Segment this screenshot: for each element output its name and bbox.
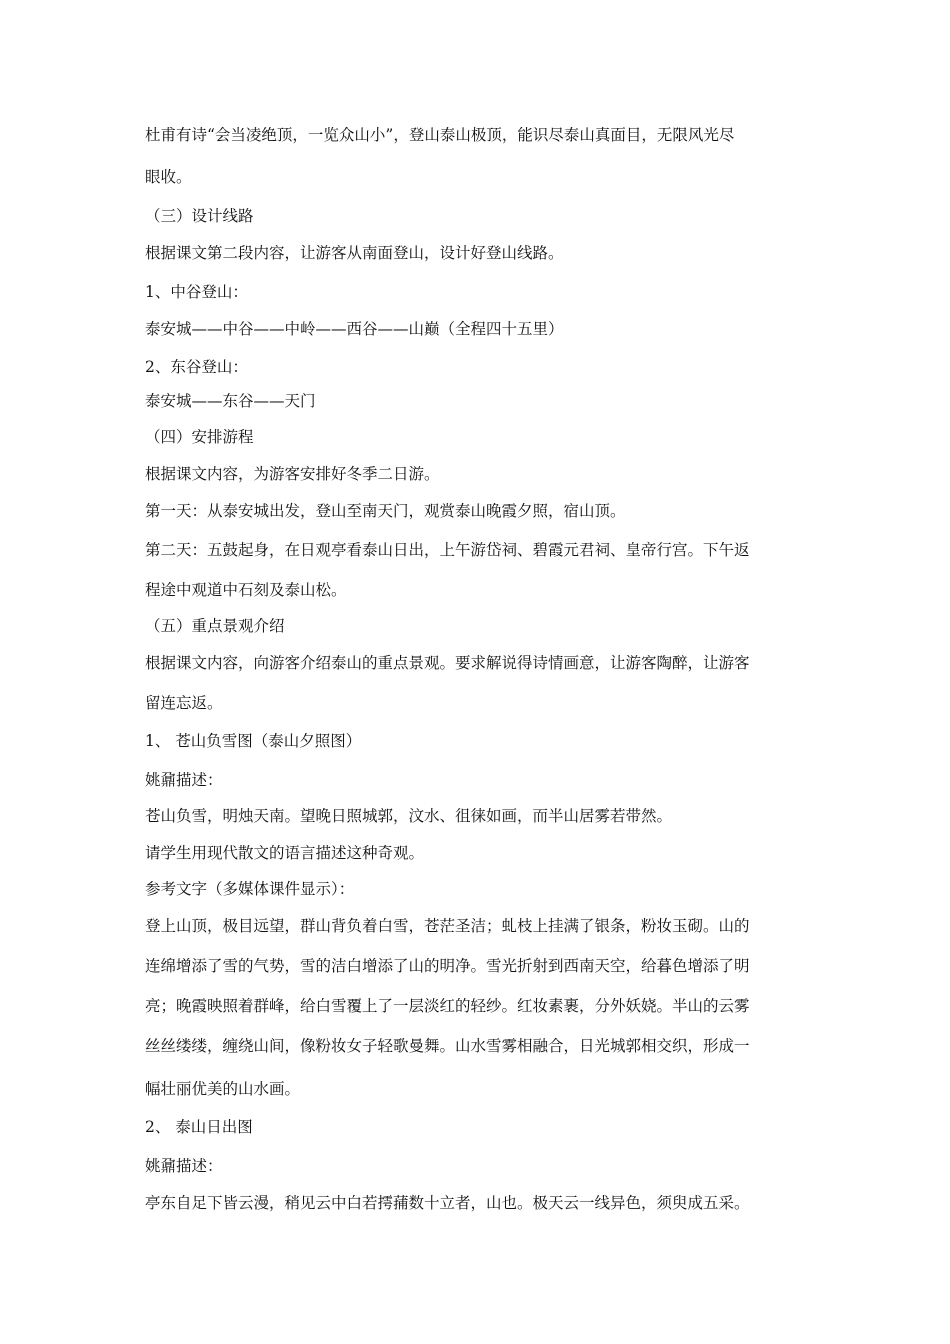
section-heading: （三）设计线路 — [145, 207, 254, 225]
text-line: 幅壮丽优美的山水画。 — [145, 1080, 301, 1098]
text-line: 连绵增添了雪的气势，雪的洁白增添了山的明净。雪光折射到西南天空，给暮色增添了明 — [145, 957, 750, 975]
text-line: 姚鼐描述： — [145, 1157, 223, 1175]
text-line: 2、东谷登山： — [145, 358, 248, 376]
text-line: 根据课文第二段内容，让游客从南面登山，设计好登山线路。 — [145, 244, 564, 262]
text-line: 根据课文内容，向游客介绍泰山的重点景观。要求解说得诗情画意，让游客陶醉，让游客 — [145, 654, 750, 672]
text-line: 第一天：从泰安城出发，登山至南天门，观赏泰山晚霞夕照，宿山顶。 — [145, 502, 626, 520]
text-line: 眼收。 — [145, 168, 192, 186]
text-line: 泰安城——中谷——中岭——西谷——山巅（全程四十五里） — [145, 320, 564, 338]
text-line: 苍山负雪，明烛天南。望晚日照城郭，汶水、徂徕如画，而半山居雾若带然。 — [145, 807, 673, 825]
text-line: 登上山顶，极目远望，群山背负着白雪，苍茫圣洁；虬枝上挂满了银条，粉妆玉砌。山的 — [145, 917, 750, 935]
text-line: 第二天：五鼓起身，在日观亭看泰山日出，上午游岱祠、碧霞元君祠、皇帝行宫。下午返 — [145, 541, 750, 559]
text-line: 根据课文内容，为游客安排好冬季二日游。 — [145, 465, 440, 483]
text-line: 1、 苍山负雪图（泰山夕照图） — [145, 732, 362, 750]
text-line: 程途中观道中石刻及泰山松。 — [145, 581, 347, 599]
text-line: 亮；晚霞映照着群峰，给白雪覆上了一层淡红的轻纱。红妆素裹，分外妖娆。半山的云雾 — [145, 997, 750, 1015]
text-line: 2、 泰山日出图 — [145, 1118, 253, 1136]
section-heading: （四）安排游程 — [145, 428, 254, 446]
text-line: 1、中谷登山： — [145, 283, 248, 301]
text-line: 参考文字（多媒体课件显示）： — [145, 880, 355, 898]
text-line: 留连忘返。 — [145, 694, 223, 712]
text-line: 请学生用现代散文的语言描述这种奇观。 — [145, 844, 425, 862]
text-line: 姚鼐描述： — [145, 771, 223, 789]
text-line: 亭东自足下皆云漫，稍见云中白若摴蒱数十立者，山也。极天云一线异色，须臾成五采。 — [145, 1194, 750, 1212]
text-line: 丝丝缕缕，缠绕山间，像粉妆女子轻歌曼舞。山水雪雾相融合，日光城郭相交织，形成一 — [145, 1037, 750, 1055]
text-line: 杜甫有诗“会当凌绝顶，一览众山小”，登山泰山极顶，能识尽泰山真面目，无限风光尽 — [145, 126, 735, 144]
text-line: 泰安城——东谷——天门 — [145, 392, 316, 410]
section-heading: （五）重点景观介绍 — [145, 617, 285, 635]
